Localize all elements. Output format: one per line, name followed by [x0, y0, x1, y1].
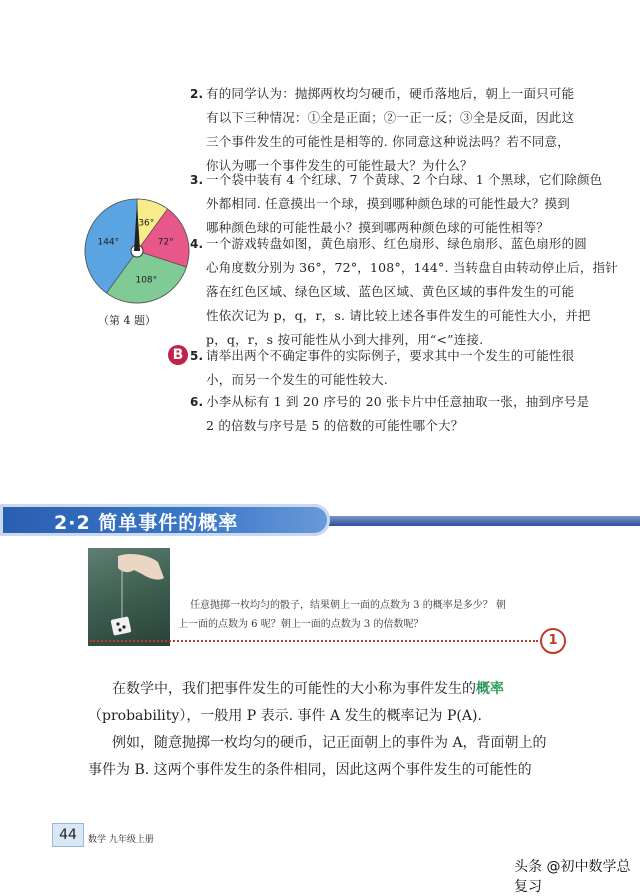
section-banner [0, 496, 640, 548]
question-line: 2 的倍数与序号是 5 的倍数的可能性哪个大？ [206, 418, 464, 433]
question-line: 心角度数分别为 36°，72°，108°，144°. 当转盘自由转动停止后，指针 [206, 260, 618, 275]
question-line: 一个游戏转盘如图，黄色扇形、红色扇形、绿色扇形、蓝色扇形的圆 [206, 236, 588, 251]
body-text: 在数学中，我们把事件发生的可能性的大小称为事件发生的 [112, 681, 476, 697]
section-title: 2·2 简单事件的概率 [54, 512, 239, 534]
intro-line: 任意抛掷一枚均匀的骰子，结果朝上一面的点数为 3 的概率是多少？ 朝 [190, 600, 506, 611]
question-line: 哪种颜色球的可能性最小？摸到哪两种颜色球的可能性相等？ [206, 220, 549, 235]
question-line: 外都相同. 任意摸出一个球，摸到哪种颜色球的可能性最大？摸到 [206, 196, 570, 211]
book-title: 数学 九年级上册 [88, 835, 154, 845]
question-line: 请举出两个不确定事件的实际例子，要求其中一个发生的可能性很 [206, 348, 575, 363]
question-line: 三个事件发生的可能性是相等的. 你同意这种说法吗？若不同意， [206, 134, 570, 149]
question-number: 5. [190, 349, 204, 363]
question-line: 一个袋中装有 4 个红球、7 个黄球、2 个白球、1 个黑球，它们除颜色 [206, 172, 603, 187]
sector-label: 144° [97, 237, 120, 248]
page-number: 44 [52, 823, 84, 847]
sector-label: 108° [135, 275, 158, 286]
question-number: 2. [190, 87, 204, 101]
question-number: 4. [190, 237, 204, 251]
question-2 [190, 82, 574, 178]
level-b-badge: B [168, 345, 188, 365]
sector-label: 72° [157, 237, 174, 248]
question-line: 落在红色区域、绿色区域、蓝色区域、黄色区域的事件发生的可能 [206, 284, 575, 299]
spinner-diagram [82, 196, 192, 306]
question-4 [190, 232, 618, 352]
intro-problem [178, 596, 506, 634]
question-number: 3. [190, 173, 204, 187]
problem-marker: 1 [540, 628, 566, 654]
watermark: 头条 @初中数学总复习 [514, 859, 631, 895]
question-line: 性依次记为 p，q，r，s. 请比较上述各事件发生的可能性大小，并把 [206, 308, 591, 323]
question-line: p，q，r，s 按可能性从小到大排列，用“<”连接. [206, 332, 484, 347]
body-paragraph-2: 例如，随意抛掷一枚均匀的硬币，记正面朝上的事件为 A，背面朝上的 [112, 735, 547, 751]
intro-line: 上一面的点数为 6 呢？朝上一面的点数为 3 的倍数呢？ [178, 619, 424, 630]
figure-caption: （第 4 题） [98, 314, 156, 327]
question-line: 小李从标有 1 到 20 序号的 20 张卡片中任意抽取一张，抽到序号是 [206, 394, 590, 409]
sector-label: 36° [138, 218, 155, 229]
question-3 [190, 168, 602, 240]
dice-photo [88, 548, 170, 646]
question-number: 6. [190, 395, 204, 409]
question-line: 有以下三种情况：①全是正面；②一正一反；③全是反面，因此这 [206, 110, 575, 125]
body-paragraph-1 [112, 676, 504, 703]
question-line: 小，而另一个发生的可能性较大. [206, 372, 388, 387]
question-5 [190, 344, 574, 392]
question-line: 你认为哪一个事件发生的可能性最大？为什么？ [206, 158, 473, 173]
question-line: 有的同学认为：抛掷两枚均匀硬币，硬币落地后，朝上一面只可能 [206, 86, 575, 101]
banner-rule [320, 516, 640, 526]
body-paragraph-1-cont: （probability），一般用 P 表示. 事件 A 发生的概率记为 P(A). [88, 708, 482, 724]
question-6 [190, 390, 589, 438]
term-probability: 概率 [476, 681, 504, 697]
dotted-divider [90, 640, 538, 642]
body-paragraph-2-cont: 事件为 B. 这两个事件发生的条件相同，因此这两个事件发生的可能性的 [88, 762, 532, 778]
